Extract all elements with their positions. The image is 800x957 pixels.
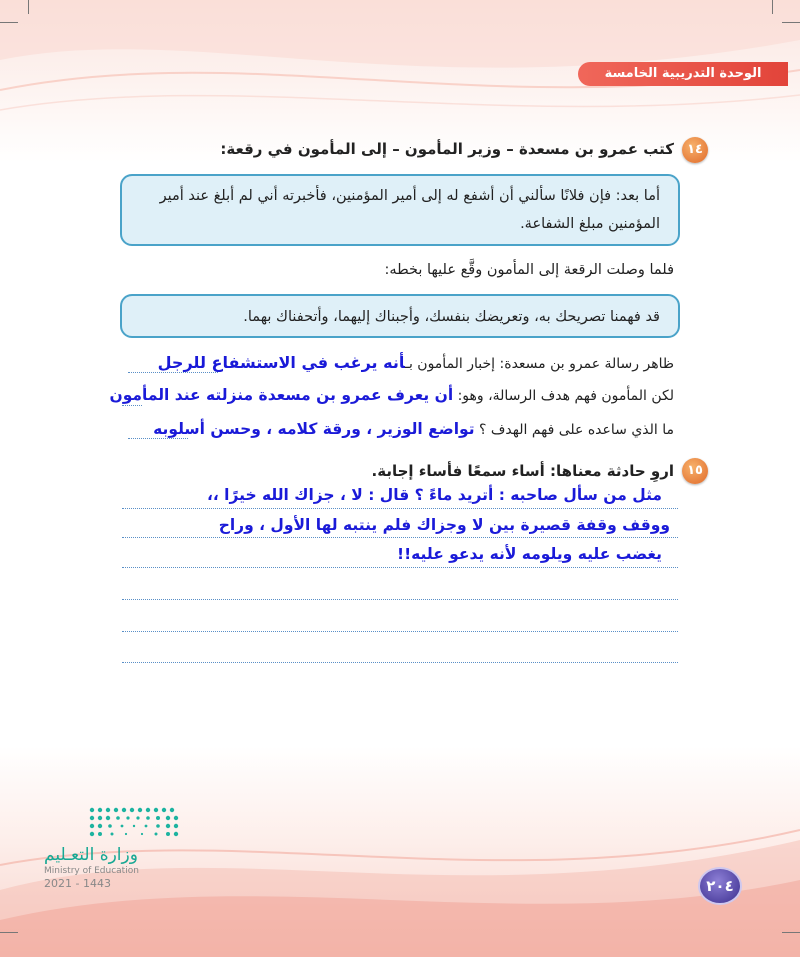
crop-mark: [772, 0, 773, 14]
crop-mark: [782, 22, 800, 23]
dotted-line: [122, 508, 678, 509]
question-15-prompt: اروِ حادثة معناها: أساء سمعًا فأساء إجابة.: [371, 462, 674, 480]
question-14-badge: ١٤: [682, 137, 708, 163]
answer-row-1-answer: أنه يرغب في الاستشفاع للرجل: [157, 353, 405, 372]
dotted-line: [122, 567, 678, 568]
crop-mark: [0, 22, 18, 23]
crop-mark: [28, 0, 29, 14]
story-answer-line-3: يغضب عليه ويلومه لأنه يدعو عليه!!: [397, 545, 662, 563]
dotted-line: [122, 537, 678, 538]
answer-row-3: [153, 420, 674, 438]
dotted-line: [122, 599, 678, 600]
answer-row-1-label: ظاهر رسالة عمرو بن مسعدة: إخبار المأمون بـ: [404, 356, 674, 372]
ministry-logo-icon: [88, 804, 180, 840]
letter-box: [120, 174, 680, 246]
story-answer-line-1: مثل من سأل صاحبه : أتريد ماءً ؟ قال : لا ، جزاك الله خيرًا ،،: [206, 486, 662, 504]
dotted-line: [122, 405, 142, 406]
unit-title-banner: الوحدة التدريبية الخامسة: [578, 62, 788, 86]
answer-row-3-answer: تواضع الوزير ، ورقة كلامه ، وحسن أسلوبه: [153, 420, 475, 438]
answer-row-1: [158, 353, 674, 372]
crop-mark: [0, 932, 18, 933]
page-number-badge: ٢٠٤: [698, 867, 742, 905]
dotted-line: [128, 438, 188, 439]
letter-line-2: المؤمنين مبلغ الشفاعة.: [520, 216, 660, 232]
answer-row-2-answer: أن يعرف عمرو بن مسعدة منزلته عند المأمون: [109, 386, 454, 404]
dotted-line: [128, 372, 218, 373]
crop-mark: [782, 932, 800, 933]
reply-box: [120, 294, 680, 338]
letter-line-1: أما بعد: فإن فلانًا سألني أن أشفع له إلى أمير المؤمنين، فأخبرته أني لم أبلغ عند أمير: [159, 188, 660, 204]
ministry-name-arabic: وزارة التعـليم: [44, 845, 138, 865]
dotted-line: [122, 662, 678, 663]
reply-intro: فلما وصلت الرقعة إلى المأمون وقَّع عليها بخطه:: [384, 262, 674, 278]
question-15-badge: ١٥: [682, 458, 708, 484]
answer-row-3-label: ما الذي ساعده على فهم الهدف ؟: [479, 422, 674, 438]
question-14-prompt: كتب عمرو بن مسعدة – وزير المأمون – إلى المأمون في رقعة:: [220, 140, 674, 158]
dotted-line: [122, 631, 678, 632]
edition-year: 2021 - 1443: [44, 877, 111, 890]
reply-text: قد فهمنا تصريحك به، وتعريضك بنفسك، وأجبناك إليهما، وأتحفناك بهما.: [243, 309, 660, 325]
story-answer-line-2: ووقف وقفة قصيرة بين لا وجزاك فلم ينتبه لها الأول ، وراح: [218, 516, 670, 534]
ministry-name-english: Ministry of Education: [44, 866, 139, 876]
answer-row-2: [109, 386, 674, 404]
answer-row-2-label: لكن المأمون فهم هدف الرسالة، وهو:: [457, 388, 674, 404]
